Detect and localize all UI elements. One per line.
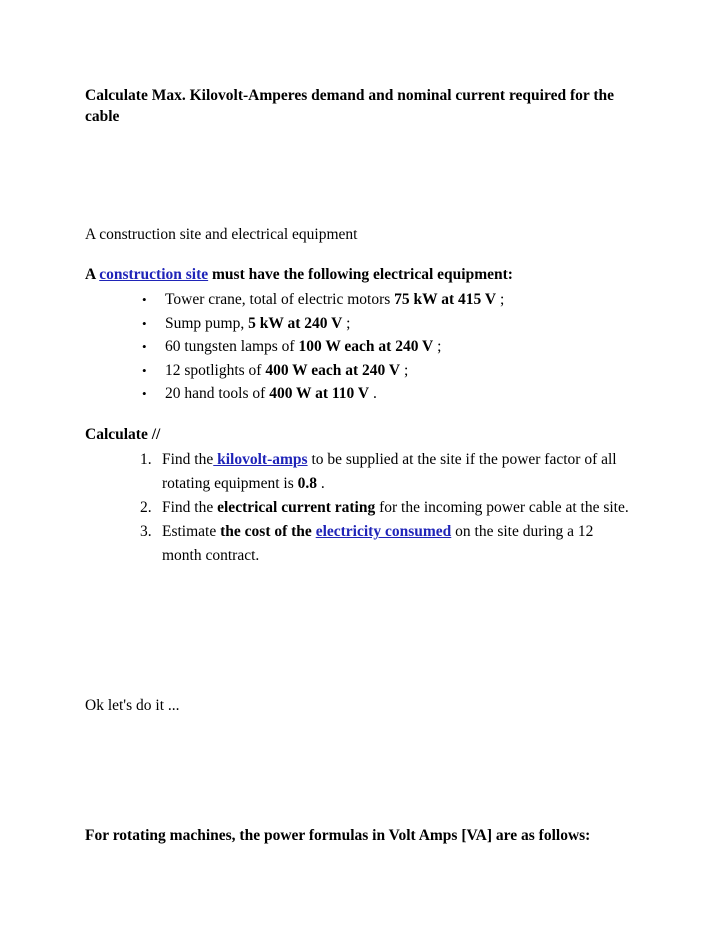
- item-spec: 400 W each at 240 V: [265, 361, 401, 379]
- power-factor-value: 0.8: [297, 475, 317, 492]
- task-list: [85, 448, 633, 568]
- kilovolt-amps-link[interactable]: kilovolt-amps: [213, 451, 308, 468]
- task-item: [85, 520, 633, 568]
- calculate-heading: Calculate //: [85, 426, 161, 443]
- list-item: [85, 361, 504, 385]
- task-emphasis: electrical current rating: [217, 499, 376, 516]
- list-item: [85, 290, 504, 314]
- task-text: on the site during a 12 month contract.: [162, 523, 594, 564]
- task-number: 3.: [140, 523, 152, 540]
- task-text: for the incoming power cable at the site.: [375, 499, 629, 516]
- item-spec: 400 W at 110 V: [269, 385, 370, 402]
- item-spec: 100 W each at 240 V: [298, 338, 434, 355]
- equipment-list: [85, 290, 504, 408]
- task-punct: .: [316, 475, 325, 492]
- task-text: Find the: [162, 499, 218, 516]
- item-text: 12 spotlights of: [165, 361, 266, 379]
- item-text: Tower crane, total of electric motors: [165, 291, 395, 308]
- electricity-consumed-link[interactable]: electricity consumed: [315, 523, 452, 540]
- item-punct: ;: [496, 291, 505, 308]
- task-text: Estimate: [162, 523, 221, 540]
- list-item: [85, 384, 504, 408]
- construction-site-link[interactable]: construction site: [99, 266, 209, 283]
- item-text: Sump pump,: [165, 314, 249, 332]
- item-text: 20 hand tools of: [165, 385, 270, 402]
- item-punct: .: [369, 385, 377, 402]
- task-text: to be supplied at the site if the power factor of all rotating equipment is: [162, 451, 617, 492]
- task-item: [85, 448, 633, 496]
- list-item: [85, 337, 504, 361]
- page-title: Calculate Max. Kilovolt-Amperes demand and nominal current required for the cable: [85, 87, 614, 125]
- item-spec: 75 kW at 415 V: [394, 291, 497, 308]
- intro-prefix: A: [85, 266, 100, 283]
- equipment-intro: [85, 265, 513, 285]
- task-text: Find the: [162, 451, 214, 468]
- item-punct: ;: [400, 361, 409, 379]
- intro-suffix: must have the following electrical equipment:: [208, 266, 513, 283]
- list-item: [85, 314, 504, 338]
- item-spec: 5 kW at 240 V: [248, 314, 343, 332]
- formula-heading: For rotating machines, the power formulas in Volt Amps [VA] are as follows:: [85, 827, 591, 844]
- task-emphasis: the cost of the: [220, 523, 316, 540]
- item-punct: ;: [342, 314, 351, 332]
- image-caption: A construction site and electrical equipment: [85, 226, 358, 243]
- task-item: [85, 496, 633, 520]
- task-number: 2.: [140, 499, 152, 516]
- ok-line: Ok let's do it ...: [85, 697, 180, 714]
- task-number: 1.: [140, 451, 152, 468]
- item-text: 60 tungsten lamps of: [165, 338, 299, 355]
- item-punct: ;: [433, 338, 442, 355]
